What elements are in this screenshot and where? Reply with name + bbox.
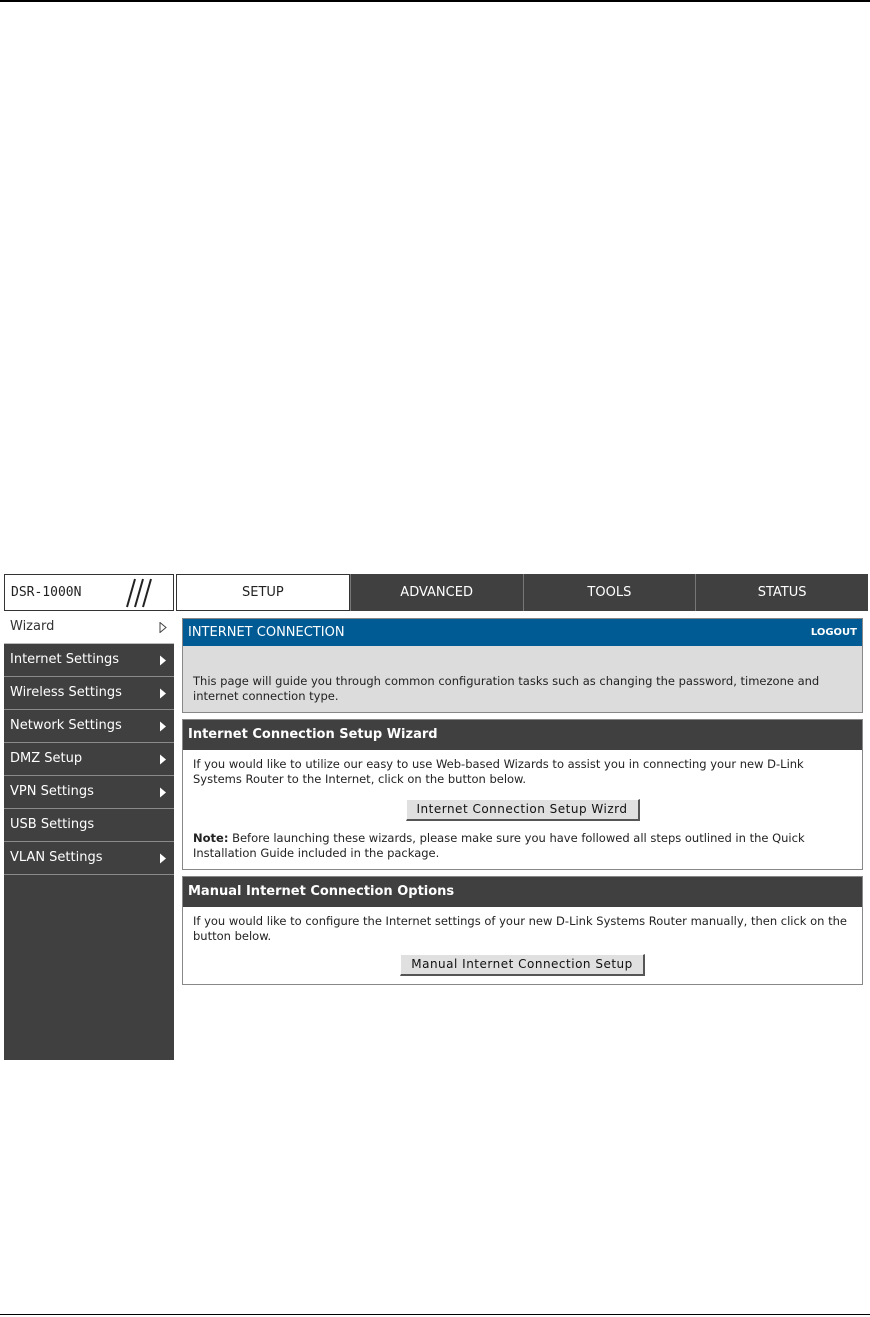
chevron-right-icon	[159, 655, 167, 666]
tab-advanced[interactable]: ADVANCED	[350, 574, 523, 611]
setup-wizard-button[interactable]: Internet Connection Setup Wizrd	[406, 799, 640, 821]
sidebar-item-label: Wizard	[10, 619, 55, 634]
sidebar-item-wizard[interactable]	[4, 611, 174, 644]
manual-section	[182, 876, 863, 985]
brand-box	[4, 574, 174, 611]
note-label: Note:	[193, 831, 229, 845]
note-text: Before launching these wizards, please make sure you have followed all steps outlined in the Quick Installation Guide included in the package.	[193, 831, 805, 860]
wizard-section	[182, 719, 863, 870]
internet-connection-header	[183, 619, 862, 646]
sidebar-item-label: DMZ Setup	[10, 751, 83, 766]
page-title: INTERNET CONNECTION	[188, 625, 345, 640]
sidebar-item-label: Internet Settings	[10, 652, 120, 667]
sidebar-item-usb-settings[interactable]	[4, 809, 174, 842]
manual-setup-button[interactable]: Manual Internet Connection Setup	[400, 954, 645, 976]
chevron-right-icon	[159, 853, 167, 864]
page-description: This page will guide you through common configuration tasks such as changing the password, timezone and internet connection type.	[193, 674, 820, 703]
sidebar-item-label: VLAN Settings	[10, 850, 103, 865]
tab-setup[interactable]: SETUP	[176, 574, 350, 611]
manual-section-body	[183, 907, 862, 984]
manual-section-text: If you would like to configure the Internet settings of your new D-Link Systems Router manually, then click on the button below.	[193, 914, 847, 943]
manual-section-title: Manual Internet Connection Options	[183, 877, 862, 907]
tab-status[interactable]: STATUS	[695, 574, 868, 611]
wizard-section-text: If you would like to utilize our easy to use Web-based Wizards to assist you in connecting your new D-Link Systems Router to the Internet, click on the button below.	[193, 757, 804, 786]
wizard-section-title: Internet Connection Setup Wizard	[183, 720, 862, 750]
sidebar-item-network-settings[interactable]	[4, 710, 174, 743]
sidebar-item-label: VPN Settings	[10, 784, 94, 799]
sidebar-item-vlan-settings[interactable]	[4, 842, 174, 875]
chevron-right-icon	[159, 787, 167, 798]
chevron-right-icon	[159, 721, 167, 732]
sidebar-item-label: USB Settings	[10, 817, 95, 832]
internet-connection-panel	[182, 618, 863, 713]
brand-slashes-icon	[117, 577, 157, 609]
device-model: DSR-1000N	[11, 585, 82, 600]
sidebar-item-label: Network Settings	[10, 718, 122, 733]
manual-button-row	[193, 954, 852, 976]
wizard-button-row	[193, 799, 852, 821]
sidebar-item-dmz-setup[interactable]	[4, 743, 174, 776]
sidebar-item-vpn-settings[interactable]	[4, 776, 174, 809]
wizard-section-body	[183, 750, 862, 869]
wizard-note	[193, 831, 852, 861]
top-nav-tabs	[176, 574, 868, 611]
logout-link[interactable]: LOGOUT	[810, 627, 857, 638]
sidebar-item-internet-settings[interactable]	[4, 644, 174, 677]
tab-tools[interactable]: TOOLS	[523, 574, 696, 611]
router-admin-ui	[4, 574, 868, 1060]
sidebar-item-wireless-settings[interactable]	[4, 677, 174, 710]
sidebar	[4, 611, 174, 1060]
page-bottom-rule	[0, 1314, 870, 1315]
chevron-right-icon	[159, 754, 167, 765]
main-content	[182, 618, 863, 985]
chevron-right-icon	[159, 688, 167, 699]
chevron-right-outline-icon	[159, 622, 167, 633]
sidebar-item-label: Wireless Settings	[10, 685, 122, 700]
page-top-rule	[0, 0, 870, 2]
